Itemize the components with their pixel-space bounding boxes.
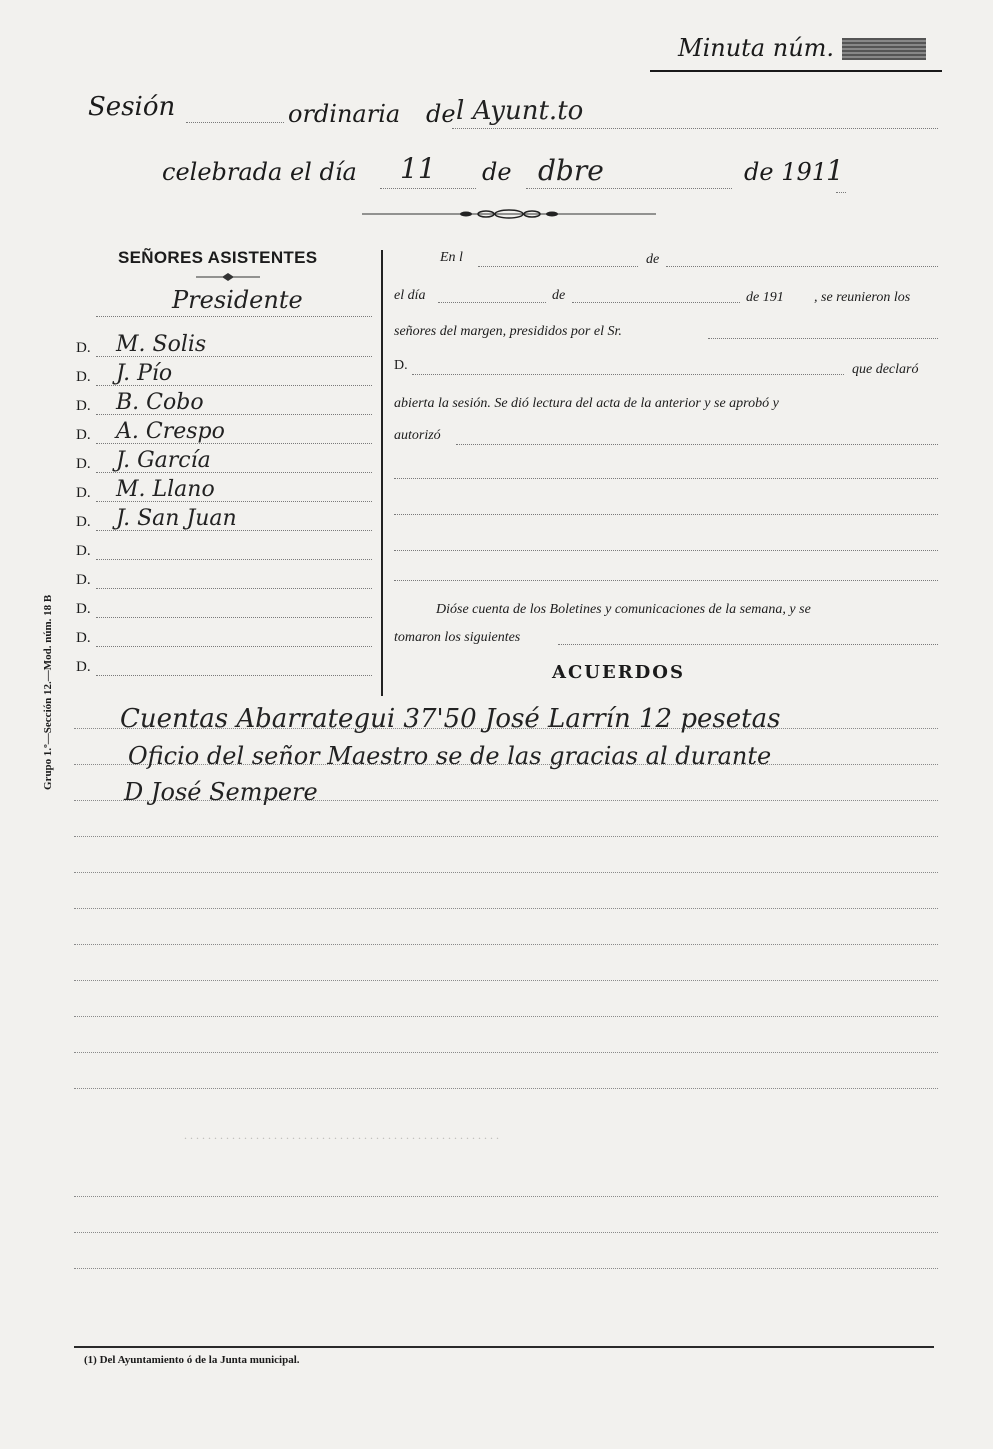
attendee-prefix: D. xyxy=(76,514,91,530)
minuta-number-box xyxy=(842,38,926,60)
attendee-prefix: D. xyxy=(76,398,91,414)
minuta-header xyxy=(650,30,942,72)
year-handwritten: 1 xyxy=(826,154,844,187)
attendee-prefix: D. xyxy=(76,659,91,675)
dotline xyxy=(438,302,546,303)
attendee-prefix: D. xyxy=(76,369,91,385)
dotline xyxy=(526,188,732,189)
sesion-handwritten: l Ayunt.to xyxy=(456,96,584,126)
dotline xyxy=(96,675,372,676)
attendee-name: J. Pío xyxy=(116,361,173,386)
acuerdos-heading: ACUERDOS xyxy=(552,662,685,683)
body-line3: señores del margen, presididos por el Sr. xyxy=(394,324,622,339)
attendee-prefix: D. xyxy=(76,572,91,588)
dotline xyxy=(412,374,844,375)
footnote-rule xyxy=(74,1346,934,1348)
attendee-name: M. Llano xyxy=(116,477,215,502)
sesion-of: de xyxy=(426,100,456,128)
attendee-name: J. García xyxy=(116,448,211,473)
ruled-line xyxy=(74,944,938,945)
body-line2-de: de xyxy=(552,288,566,303)
ruled-line xyxy=(74,980,938,981)
dotline xyxy=(96,316,372,317)
body-line2-rest: , se reunieron los xyxy=(814,290,911,305)
attendee-prefix: D. xyxy=(76,601,91,617)
dotline xyxy=(96,617,372,618)
ruled-line xyxy=(74,1268,938,1269)
dotline xyxy=(186,122,284,123)
attendee-prefix: D. xyxy=(76,485,91,501)
dotline xyxy=(708,338,938,339)
attendee-name: B. Cobo xyxy=(116,390,204,415)
body-line2-dia: el día xyxy=(394,288,426,303)
ornament-divider xyxy=(362,208,656,220)
dotline xyxy=(572,302,740,303)
dotline xyxy=(96,646,372,647)
ruled-line xyxy=(74,836,938,837)
ruled-line xyxy=(74,1196,938,1197)
dotline xyxy=(456,444,938,445)
body-line1-de: de xyxy=(646,252,660,267)
column-divider xyxy=(381,250,383,696)
side-form-code: Grupo 1.º—Sección 12.—Mod. núm. 18 B xyxy=(42,594,54,790)
ruled-line xyxy=(74,908,938,909)
small-ornament xyxy=(196,272,260,282)
dotline xyxy=(96,559,372,560)
ruled-line xyxy=(74,872,938,873)
dotline xyxy=(380,188,476,189)
attendees-heading: SEÑORES ASISTENTES xyxy=(118,248,318,267)
dotline xyxy=(394,478,938,479)
dotline xyxy=(394,514,938,515)
de-label-2: de 191 xyxy=(744,158,828,186)
body-line5: abierta la sesión. Se dió lectura del acta de la anterior y se aprobó y xyxy=(394,396,779,411)
minuta-label: Minuta núm. xyxy=(678,34,835,62)
footnote: (1) Del Ayuntamiento ó de la Junta municipal. xyxy=(84,1354,300,1366)
body-line7: Dióse cuenta de los Boletines y comunicaciones de la semana, y se xyxy=(436,602,811,617)
dotline xyxy=(478,266,638,267)
sesion-label: Sesión xyxy=(88,92,176,122)
attendee-prefix: D. xyxy=(76,630,91,646)
ruled-line xyxy=(74,1052,938,1053)
celebrada-label: celebrada el día xyxy=(162,158,357,186)
dotline xyxy=(666,266,938,267)
acuerdo-hand-line-2: Oficio del señor Maestro se de las gracias al durante xyxy=(128,742,772,770)
dotline xyxy=(394,580,938,581)
dotline xyxy=(836,192,846,193)
month-handwritten: dbre xyxy=(538,154,604,187)
president-handwritten: Presidente xyxy=(172,286,303,314)
attendee-name: M. Solis xyxy=(116,332,207,357)
body-line1-en: En l xyxy=(440,250,463,265)
attendee-prefix: D. xyxy=(76,456,91,472)
attendee-name: A. Crespo xyxy=(116,419,225,444)
ruled-line xyxy=(74,1016,938,1017)
body-line2-year: de 191 xyxy=(746,290,784,305)
de-label-1: de xyxy=(482,158,512,186)
attendee-prefix: D. xyxy=(76,427,91,443)
dotline xyxy=(452,128,938,129)
acuerdo-hand-line-1: Cuentas Abarrategui 37'50 José Larrín 12 pesetas xyxy=(120,704,781,734)
ruled-line xyxy=(74,1088,938,1089)
dotline xyxy=(394,550,938,551)
attendee-prefix: D. xyxy=(76,340,91,356)
body-line8: tomaron los siguientes xyxy=(394,630,521,645)
dotline xyxy=(558,644,938,645)
body-line4-d: D. xyxy=(394,358,408,373)
ruled-line xyxy=(74,1232,938,1233)
attendee-name: J. San Juan xyxy=(116,506,237,531)
day-handwritten: 11 xyxy=(400,152,436,185)
acuerdo-hand-line-3: D José Sempere xyxy=(124,778,318,806)
body-line6: autorizó xyxy=(394,428,441,443)
attendee-prefix: D. xyxy=(76,543,91,559)
dotline xyxy=(96,588,372,589)
bleedthrough-text: . . . . . . . . . . . . . . . . . . . . . . . . . . . . . . . . . . . . . . . . . . . . . . . . . . . . . xyxy=(184,1128,499,1142)
body-line4-rest: que declaró xyxy=(852,362,919,377)
sesion-type: ordinaria xyxy=(288,100,401,128)
